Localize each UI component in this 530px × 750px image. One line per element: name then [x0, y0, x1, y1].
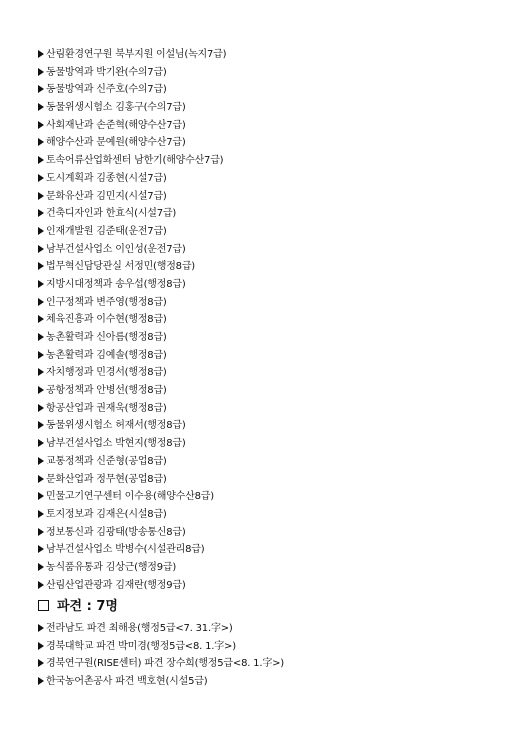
list-item-text: 토지정보과 김재은(시설8급) — [46, 508, 167, 520]
triangle-bullet-icon — [38, 642, 44, 650]
list-item — [38, 638, 284, 656]
triangle-bullet-icon — [38, 563, 44, 571]
list-item-text: 경북연구원(RISE센터) 파견 장수희(행정5급<8. 1.字>) — [46, 658, 285, 669]
triangle-bullet-icon — [38, 138, 44, 146]
triangle-bullet-icon — [38, 121, 44, 129]
section-title: 파견 : 7명 — [57, 599, 118, 614]
triangle-bullet-icon — [38, 333, 44, 341]
list-item — [38, 364, 226, 382]
list-item — [38, 524, 226, 542]
list-item — [38, 223, 226, 241]
triangle-bullet-icon — [38, 528, 44, 536]
list-item — [38, 99, 226, 117]
list-item — [38, 541, 226, 559]
triangle-bullet-icon — [38, 351, 44, 359]
list-item-text: 전라남도 파견 최해용(행정5급<7. 31.字>) — [46, 623, 233, 634]
list-item-text: 남부건설사업소 이인성(운전7급) — [46, 243, 186, 255]
triangle-bullet-icon — [38, 50, 44, 58]
list-item-text: 문화유산과 김민지(시설7급) — [46, 190, 167, 202]
triangle-bullet-icon — [38, 545, 44, 553]
list-item — [38, 655, 284, 673]
list-item — [38, 294, 226, 312]
list-item — [38, 205, 226, 223]
list-item — [38, 258, 226, 276]
list-item — [38, 347, 226, 365]
list-item-text: 한국농어촌공사 파견 백호현(시설5급) — [46, 675, 208, 687]
list-item-text: 도시계획과 김종현(시설7급) — [46, 172, 167, 184]
triangle-bullet-icon — [38, 103, 44, 111]
list-item-text: 동물방역과 신주호(수의7급) — [46, 84, 167, 96]
section-heading — [38, 597, 118, 617]
list-item-text: 사회재난과 손준혁(해양수산7급) — [46, 119, 186, 131]
list-item — [38, 311, 226, 329]
triangle-bullet-icon — [38, 280, 44, 288]
triangle-bullet-icon — [38, 209, 44, 217]
checkbox-square-icon — [38, 600, 49, 611]
triangle-bullet-icon — [38, 421, 44, 429]
list-item — [38, 417, 226, 435]
list-item-text: 건축디자인과 한효식(시설7급) — [46, 208, 177, 220]
triangle-bullet-icon — [38, 85, 44, 93]
triangle-bullet-icon — [38, 475, 44, 483]
triangle-bullet-icon — [38, 156, 44, 164]
triangle-bullet-icon — [38, 492, 44, 500]
triangle-bullet-icon — [38, 245, 44, 253]
triangle-bullet-icon — [38, 581, 44, 589]
list-item-text: 인재개발원 김준태(운전7급) — [46, 225, 167, 237]
list-item-text: 교통정책과 신준형(공업8급) — [46, 455, 167, 467]
triangle-bullet-icon — [38, 262, 44, 270]
list-item — [38, 506, 226, 524]
triangle-bullet-icon — [38, 510, 44, 518]
list-item — [38, 559, 226, 577]
list-item — [38, 673, 284, 691]
triangle-bullet-icon — [38, 404, 44, 412]
list-item — [38, 577, 226, 595]
list-item-text: 남부건설사업소 박현지(행정8급) — [46, 438, 186, 450]
list-item-text: 체육진흥과 이수현(행정8급) — [46, 314, 167, 326]
dispatch-list — [38, 620, 284, 690]
list-item — [38, 241, 226, 259]
list-item-text: 경북대학교 파견 박미경(행정5급<8. 1.字>) — [46, 640, 236, 652]
triangle-bullet-icon — [38, 439, 44, 447]
list-item — [38, 488, 226, 506]
list-item — [38, 471, 226, 489]
triangle-bullet-icon — [38, 174, 44, 182]
list-item — [38, 152, 226, 170]
list-item-text: 자치행정과 민경서(행정8급) — [46, 367, 167, 379]
triangle-bullet-icon — [38, 315, 44, 323]
list-item-text: 법무혁신담당관실 서정민(행정8급) — [46, 261, 195, 273]
list-item — [38, 188, 226, 206]
list-item-text: 토속어류산업화센터 남한기(해양수산7급) — [46, 155, 224, 167]
triangle-bullet-icon — [38, 368, 44, 376]
triangle-bullet-icon — [38, 227, 44, 235]
list-item — [38, 276, 226, 294]
list-item-text: 해양수산과 문예원(해양수산7급) — [46, 137, 186, 149]
list-item — [38, 435, 226, 453]
list-item — [38, 620, 284, 638]
list-item — [38, 400, 226, 418]
list-item-text: 민물고기연구센터 이수용(해양수산8급) — [46, 491, 214, 503]
list-item — [38, 382, 226, 400]
list-item-text: 산림산업관광과 김재란(행정9급) — [46, 579, 186, 591]
triangle-bullet-icon — [38, 659, 44, 667]
list-item-text: 문화산업과 정무현(공업8급) — [46, 473, 167, 485]
triangle-bullet-icon — [38, 192, 44, 200]
list-item-text: 농식품유통과 김상근(행정9급) — [46, 561, 177, 573]
list-item-text: 정보통신과 김광태(방송통신8급) — [46, 526, 186, 538]
list-item — [38, 64, 226, 82]
triangle-bullet-icon — [38, 624, 44, 632]
list-item-text: 농촌활력과 신아름(행정8급) — [46, 332, 167, 343]
list-item-text: 인구정책과 변주영(행정8급) — [46, 296, 167, 308]
list-item — [38, 81, 226, 99]
list-item — [38, 329, 226, 347]
triangle-bullet-icon — [38, 677, 44, 685]
list-item — [38, 117, 226, 135]
list-item-text: 농촌활력과 김예솔(행정8급) — [46, 349, 167, 361]
list-item — [38, 46, 226, 64]
list-item — [38, 170, 226, 188]
triangle-bullet-icon — [38, 457, 44, 465]
list-item — [38, 453, 226, 471]
list-item-text: 산림환경연구원 북부지원 이설님(녹지7급) — [46, 49, 227, 60]
list-item-text: 지방시대정책과 송우섭(행정8급) — [46, 278, 186, 290]
personnel-list — [38, 46, 226, 594]
triangle-bullet-icon — [38, 68, 44, 76]
triangle-bullet-icon — [38, 298, 44, 306]
list-item-text: 항공산업과 권재욱(행정8급) — [46, 402, 167, 414]
triangle-bullet-icon — [38, 386, 44, 394]
list-item-text: 공항정책과 안병선(행정8급) — [46, 385, 167, 397]
list-item-text: 동물방역과 박기완(수의7급) — [46, 66, 167, 78]
list-item-text: 동물위생시험소 김홍구(수의7급) — [46, 102, 186, 114]
list-item-text: 동물위생시험소 허재서(행정8급) — [46, 420, 186, 432]
list-item-text: 남부건설사업소 박병수(시설관리8급) — [46, 544, 205, 556]
list-item — [38, 134, 226, 152]
